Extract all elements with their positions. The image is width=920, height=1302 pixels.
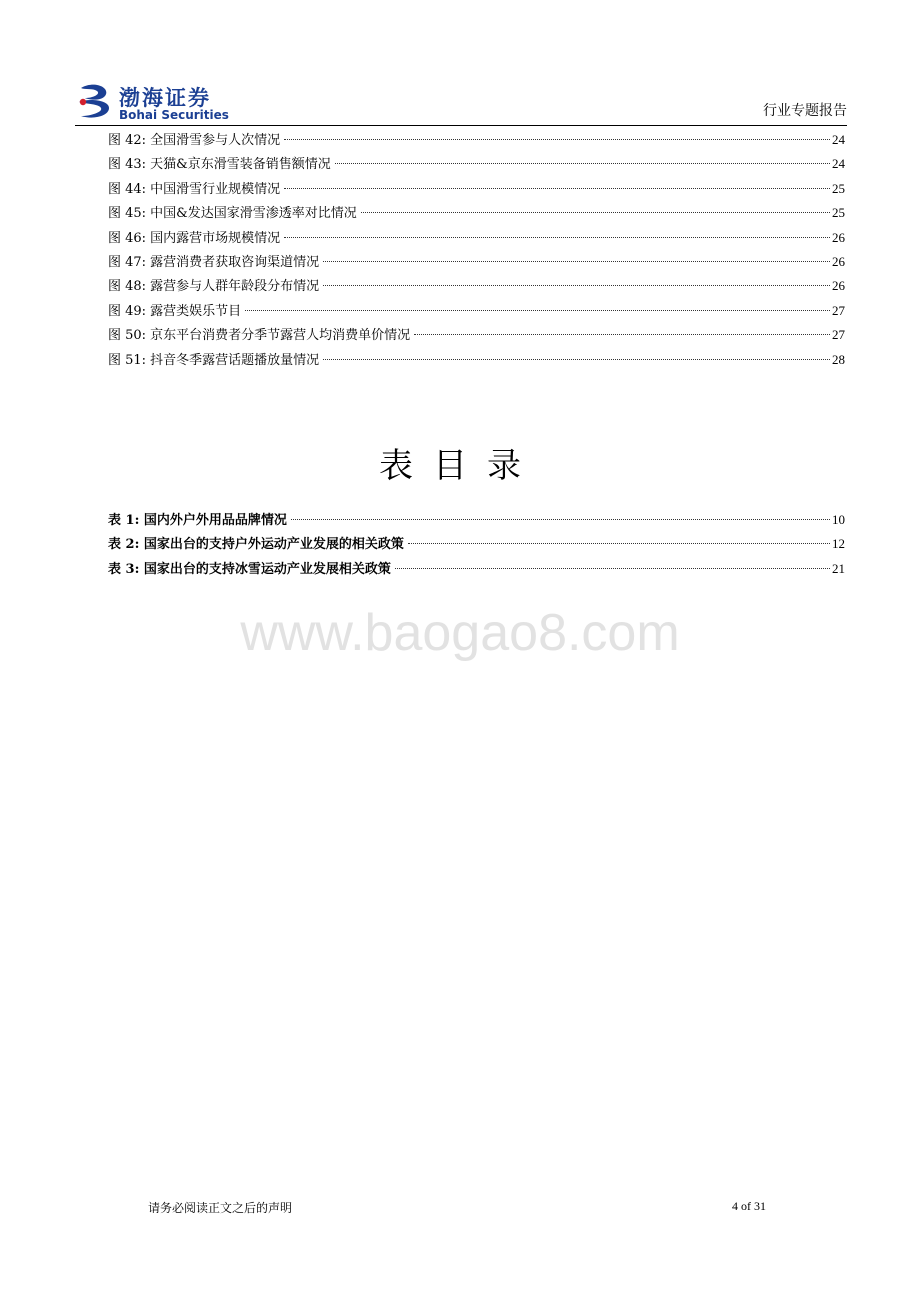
table-list-title: 表目录 xyxy=(379,446,541,486)
bohai-logo-icon xyxy=(75,82,115,122)
toc-entry[interactable] xyxy=(108,274,845,298)
toc-entry-page: 21 xyxy=(832,560,845,576)
toc-entry-page: 27 xyxy=(832,327,845,343)
toc-entry-label: 图 49: 露营类娱乐节目 xyxy=(108,303,242,319)
toc-entry[interactable] xyxy=(108,152,845,176)
toc-leader-dots xyxy=(284,188,830,189)
footer-page-number: 4 of 31 xyxy=(732,1199,766,1213)
toc-entry-label: 图 42: 全国滑雪参与人次情况 xyxy=(108,133,281,148)
toc-entry-page: 25 xyxy=(832,180,845,196)
toc-leader-dots xyxy=(323,261,830,262)
toc-leader-dots xyxy=(245,310,830,311)
toc-entry[interactable] xyxy=(108,557,845,581)
toc-entry-label: 图 45: 中国&发达国家滑雪渗透率对比情况 xyxy=(108,206,357,222)
toc-entry[interactable] xyxy=(108,201,845,225)
report-type: 行业专题报告 xyxy=(763,103,847,119)
toc-entry[interactable] xyxy=(108,128,845,152)
toc-leader-dots xyxy=(395,568,830,569)
page-header xyxy=(75,78,847,126)
toc-entry-label: 表 1: 国内外户外用品品牌情况 xyxy=(108,513,287,528)
toc-entry-page: 24 xyxy=(832,132,845,147)
toc-entry-page: 27 xyxy=(832,302,845,318)
toc-entry-label: 图 47: 露营消费者获取咨询渠道情况 xyxy=(108,254,320,270)
toc-entry[interactable] xyxy=(108,299,845,323)
toc-entry-label: 图 46: 国内露营市场规模情况 xyxy=(108,230,281,246)
toc-leader-dots xyxy=(323,285,830,286)
toc-entry-label: 表 2: 国家出台的支持户外运动产业发展的相关政策 xyxy=(108,537,404,553)
toc-leader-dots xyxy=(335,163,830,164)
toc-leader-dots xyxy=(284,139,830,140)
company-logo xyxy=(75,78,275,126)
toc-entry-page: 26 xyxy=(832,278,845,294)
toc-entry[interactable] xyxy=(108,177,845,201)
toc-entry[interactable] xyxy=(108,250,845,274)
toc-entry-label: 表 3: 国家出台的支持冰雪运动产业发展相关政策 xyxy=(108,561,391,577)
logo-text-cn: 渤海证券 xyxy=(119,86,211,110)
toc-entry-page: 26 xyxy=(832,229,845,245)
watermark: www.baogao8.com xyxy=(240,604,680,662)
toc-leader-dots xyxy=(361,212,830,213)
toc-leader-dots xyxy=(284,237,830,238)
toc-entry-label: 图 43: 天猫&京东滑雪装备销售额情况 xyxy=(108,157,331,173)
figure-list xyxy=(108,128,845,372)
toc-entry-page: 26 xyxy=(832,253,845,269)
header-divider xyxy=(75,125,847,126)
toc-entry-page: 24 xyxy=(832,156,845,172)
toc-entry-label: 图 51: 抖音冬季露营话题播放量情况 xyxy=(108,352,320,368)
toc-leader-dots xyxy=(408,543,830,544)
toc-entry-label: 图 48: 露营参与人群年龄段分布情况 xyxy=(108,279,320,295)
toc-entry-page: 12 xyxy=(832,536,845,552)
toc-leader-dots xyxy=(291,519,830,520)
logo-text-en: Bohai Securities xyxy=(119,108,229,122)
toc-entry[interactable] xyxy=(108,226,845,250)
toc-entry-page: 10 xyxy=(832,512,845,527)
toc-entry-page: 28 xyxy=(832,351,845,367)
toc-leader-dots xyxy=(323,359,830,360)
toc-entry[interactable] xyxy=(108,323,845,347)
toc-entry-label: 图 44: 中国滑雪行业规模情况 xyxy=(108,181,281,197)
table-list xyxy=(108,508,845,581)
toc-leader-dots xyxy=(414,334,830,335)
toc-entry[interactable] xyxy=(108,508,845,532)
toc-entry[interactable] xyxy=(108,532,845,556)
toc-entry-label: 图 50: 京东平台消费者分季节露营人均消费单价情况 xyxy=(108,328,411,344)
toc-entry-page: 25 xyxy=(832,205,845,221)
footer-disclaimer: 请务必阅读正文之后的声明 xyxy=(148,1201,293,1215)
toc-entry[interactable] xyxy=(108,348,845,372)
